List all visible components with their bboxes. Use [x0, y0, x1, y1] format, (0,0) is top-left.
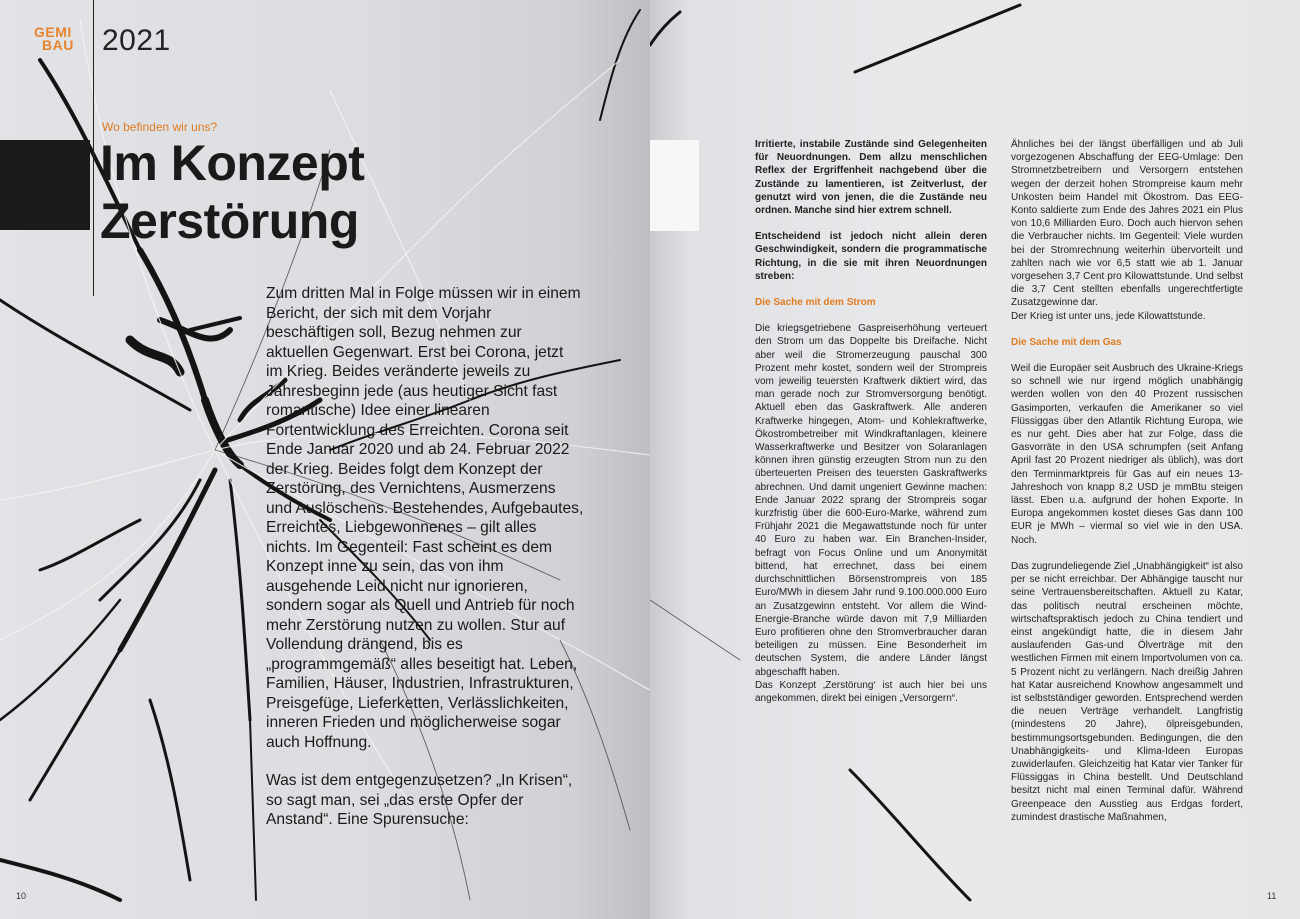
page-number-right: 11 — [1267, 891, 1277, 901]
white-panel — [650, 140, 699, 231]
section-heading-gas: Die Sache mit dem Gas — [1011, 336, 1122, 348]
gas-paragraph-1: Weil die Europäer seit Ausbruch des Ukraine-Kriegs so schnell wie nur irgend möglich unabhängig werden wollen von den 40 Prozent russischen Gasimporten, verkaufen die Amerikaner so viel Flüssiggas über den Atlantik Richtung Europa, wie es nur geht. Dies aber hat zur Folge, dass die Gasvorräte in den USA schrumpfen (seit Anfang April fast 20 Prozent niedriger als üblich), was dort den Terminmarktpreis für Gas auf ein neues 13-Jahreshoch von knapp 8,2 USD je mmBtu steigen lässt. Eben u.a. aufgrund der hohen Exporte. In Europa angekommen kostet dieses Gas dann 100 EUR je MWh – viermal so viel wie in den USA. Noch. — [1011, 363, 1243, 546]
right-page — [650, 0, 1300, 919]
article-headline — [100, 134, 364, 250]
title-accent-block — [0, 140, 90, 230]
logo-line-1: GEMI — [34, 24, 72, 40]
gas-paragraph-2: Das zugrundeliegende Ziel „Unabhängigkeit“ ist also per se nicht erreichbar. Der Abhängige tauscht nur seine Vertrauensbereitschaften. Aktuell zu Katar, das politisch neutral erscheinen möchte, wirtschaftspraktisch jedoch zu China tendiert und einst angekündigt hatte, die in diesem Jahr auslaufenden Gas-und Ölverträge mit den westlichen Firmen mit einem Importvolumen von ca. 5 Prozent nicht zu verlängern. Nach dreißig Jahren hat Katar ausreichend Knowhow angesammelt und ist selbstständiger geworden. Entsprechend werden die neuen Verträge verhandelt. Langfristig (mindestens 20 Jahre), ölpreisgebunden, bestimmungsortsgebunden. Bedingungen, die den Unabhängigkeits- und Klima-Ideen Europas zuwiderlaufen. Gleichzeitig hat Katar vier Tanker für Flüssiggas in China bestellt. Und Deutschland besitzt nicht mal einen Terminal dafür. Während Greenpeace den Ausstieg aus Erdgas fordert, zumindest drastische Maßnahmen, — [1011, 560, 1243, 823]
report-year: 2021 — [102, 24, 171, 57]
logo-line-2: BAU — [42, 37, 74, 53]
intro-paragraph-1: Zum dritten Mal in Folge müssen wir in einem Bericht, der sich mit dem Vorjahr beschäftigen soll, Bezug nehmen zur aktuellen Gegenwart. Erst bei Corona, jetzt im Krieg. Beides veränderte jeweils zu Jahresbeginn jede (aus heutiger Sicht fast romantische) Idee einer linearen Fortentwicklung des Erreichten. Corona seit Ende Januar 2020 und ab 24. Februar 2022 der Krieg. Beides folgt dem Konzept der Zerstörung, des Vernichtens, Ausmerzens und Auslöschens. Bestehendes, Aufgebautes, Erreichtes, Liebgewonnenes – gilt alles nichts. Im Gegenteil: Fast scheint es dem Konzept inne zu sein, das von ihm ausgehende Leid nicht nur ignorieren, sondern sogar als Quell und Antrieb für noch mehr Zerstörung nutzen zu wollen. Stur auf Vollendung drängend, bis es „programmgemäß“ alles beseitigt hat. Leben, Familien, Häuser, Industrien, Infrastrukturen, Preisgefüge, Lieferketten, Verlässlichkeiten, inneren Frieden und möglicherweise sogar auch Hoffnung. — [266, 285, 584, 751]
strom-closing: Das Konzept ‚Zerstörung‘ ist auch hier bei uns angekommen, direkt bei einigen „Versorgern“. — [755, 679, 987, 704]
eeg-paragraph: Ähnliches bei der längst überfälligen und ab Juli vorgezogenen Abschaffung der EEG-Umlage: Den Stromnetzbetreibern und Versorgern entstehen wegen der derzeit hohen Strompreise kaum mehr Unkosten beim Handel mit Ökostrom. Das EEG-Konto saldierte zum Ende des Jahres 2021 ein Plus von 10,6 Milliarden Euro. Doch auch hiervon sehen die Verbraucher nichts. Im Gegenteil: Viele wurden bei der Stromrechnung weiterhin übervorteilt und zahlten nach wie vor 6,5 statt wie ab 1. Januar vorgesehen 3,7 Cent pro Kilowattstunde. Und selbst die 3,7 Cent stellten ebenfalls ungerechtfertigte Zusatzgewinne dar. — [1011, 139, 1243, 309]
eeg-closing: Der Krieg ist unter uns, jede Kilowattstunde. — [1011, 310, 1206, 322]
lead-paragraph-2: Entscheidend ist jedoch nicht allein deren Geschwindigkeit, sondern die programmatische Richtung, in die sie mit ihren Neuordnungen streben: — [755, 231, 987, 282]
headline-line-1: Im Konzept — [100, 135, 365, 191]
page-number-left: 10 — [16, 891, 27, 901]
section-heading-strom: Die Sache mit dem Strom — [755, 297, 876, 309]
intro-paragraph-2: Was ist dem entgegenzusetzen? „In Krisen“, so sagt man, sei „das erste Opfer der Anstand“. Eine Spurensuche: — [266, 772, 573, 828]
lead-paragraph: Irritierte, instabile Zustände sind Gelegenheiten für Neuordnungen. Dem allzu menschlichen Reflex der Ergriffenheit nachgebend über die Zustände zu lamentieren, ist Zeitverlust, der genutzt wird von jenen, die die Zustände neu ordnen. Manche sind hier extrem schnell. — [755, 139, 987, 217]
text-column-1 — [755, 138, 987, 718]
text-column-2 — [1011, 138, 1243, 837]
headline-line-2: Zerstörung — [100, 193, 359, 249]
article-kicker: Wo befinden wir uns? — [102, 120, 218, 134]
intro-text — [266, 284, 584, 830]
gemibau-logo — [34, 26, 84, 56]
header-divider — [93, 0, 94, 296]
strom-body: Die kriegsgetriebene Gaspreiserhöhung verteuert den Strom um das Doppelte bis Dreifache. Nicht aber weil die Stromerzeugung pauschal 300 Prozent mehr kostet, sondern weil der Strompreis vom jeweilig teuersten Kraftwerk diktiert wird, das man gerade noch zur Stromversorgung benötigt. Aktuell eben das Gaskraftwerk. Alle anderen Kraftwerke hingegen, Atom- und Kohlekraftwerke, Ökostrombetreiber mit Windkraftanlagen, kleinere Wasserkraftwerke und Besitzer von Solaranlagen können ihren günstig erzeugten Strom nun zu den überteuerten Preisen des teuersten Gaskraftwerks abrechnen. Und damit ungeniert Gewinne machen: Ende Januar 2022 sprang der Strompreis sogar kurzfristig über die 600-Euro-Marke, während zum Frühjahr 2021 die Megawattstunde noch für unter 40 Euro zu haben war. Ein Branchen-Insider, befragt von Focus Online und um Anonymität bittend, hat errechnet, dass bei einem durchschnittlichen Börsenstrompreis von 185 Euro/MWh in diesem Jahr rund 9.100.000.000 Euro an Zusatzgewinn entsteht. Vor allem die Wind-Energie-Branche würde davon mit 7,9 Milliarden Euro profitieren ohne den Stromverbraucher daran beteiligen zu müssen. Eine Besonderheit im deutschen System, die andere Länder längst abgeschafft haben. — [755, 323, 987, 678]
